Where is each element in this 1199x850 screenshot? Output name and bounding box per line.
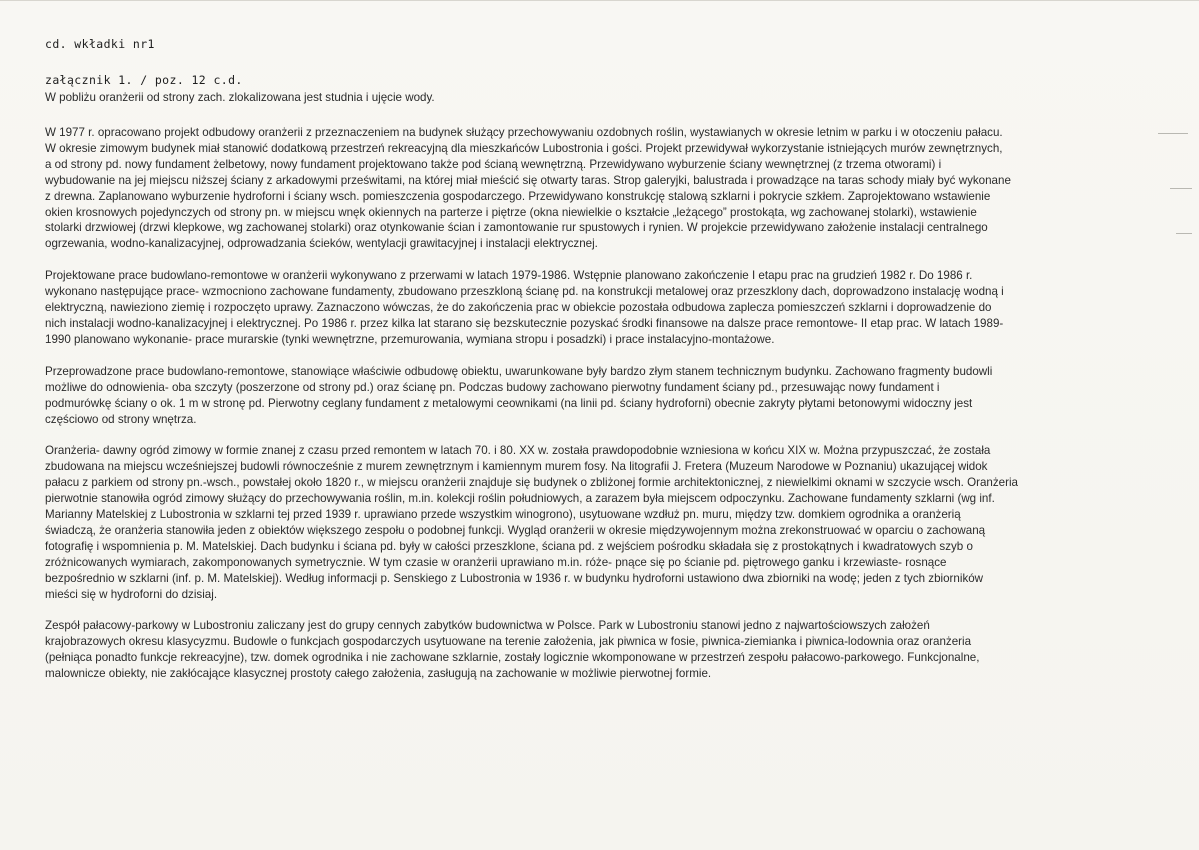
text-line: mieści się w hydroforni do dzisiaj. <box>45 587 218 601</box>
text-line: a od strony pd. nowy fundament żelbetowy, nowy fundament projektowano także pod ścianą wewnętrzną. Przewidywano wyburzenie ściany wewnętrznej (z trzema otworami) i <box>45 157 942 171</box>
text-line: wybudowanie na jej miejscu niższej ściany z arkadowymi prześwitami, na której miał mieścić się otwarty taras. Strop galeryjki, balustrada i prowadzące na taras schody miały być wykonane <box>45 173 1011 187</box>
text-line: stolarki drzwiowej (drzwi klepkowe, wg zachowanej stolarki) oraz otynkowanie ścian i zamontowanie rur spustowych i rynien. W projekcie przewidywano założenie instalacji centralnego <box>45 221 988 235</box>
paragraph-works-1979-1986 <box>45 268 1160 348</box>
text-line: Zespół pałacowy-parkowy w Lubostroniu zaliczany jest do grupy cennych zabytków budownictwa w Polsce. Park w Lubostroniu stanowi jedno z najwartościowszych założeń <box>45 619 930 633</box>
text-line: podmurówkę ściany o ok. 1 m w stronę pd. Pierwotny ceglany fundament z metalowymi ceownikami (na linii pd. ściany hydroforni) obecnie zakryty płytami betonowymi widoczny jest <box>45 396 973 410</box>
text-line: ogrzewania, wodno-kanalizacyjnej, odprowadzania ścieków, wentylacji grawitacyjnej i instalacji elektrycznej. <box>45 237 598 251</box>
text-line: możliwe do odnowienia- oba szczyty (poszerzone od strony pd.) oraz ścianę pn. Podczas budowy zachowano pierwotny fundament ściany pd., przesuwając nowy fundament i <box>45 380 940 394</box>
intro-line: W pobliżu oranżerii od strony zach. zlokalizowana jest studnia i ujęcie wody. <box>45 91 435 104</box>
text-line: 1990 planowano wykonanie- prace murarskie (tynki wewnętrzne, przemurowania, wymiana stropu i posadzki) i prace instalacyjno-montażowe. <box>45 332 775 346</box>
text-line: krajobrazowych okresu klasycyzmu. Budowle o funkcjach gospodarczych usytuowane na terenie założenia, jak piwnica w fosie, piwnica-ziemianka i piwnica-lodownia oraz oranżeria <box>45 635 972 649</box>
annex-heading: załącznik 1. / poz. 12 c.d. <box>45 73 243 87</box>
text-line: wykonano następujące prace- wzmocniono zachowane fundamenty, zbudowano przeszkloną ścianę pd. na konstrukcji metalowej oraz przeszklony dach, doprowadzono instalację wodną i <box>45 285 1004 299</box>
text-line: W okresie zimowym budynek miał stanowić dodatkową przestrzeń rekreacyjną dla mieszkańców Lubostronia i gości. Projekt przewidywał wykorzystanie istniejących murów zewnętrznych, <box>45 141 1003 155</box>
text-line: zróżnicowanych wymiarach, zakomponowanych symetrycznie. W tym czasie w oranżerii uprawiano m.in. róże- pnące się po ścianie pd. piętrowego ganku i krzewiaste- rosnące <box>45 555 947 569</box>
continuation-header: cd. wkładki nr1 <box>45 37 155 51</box>
text-line: Marianny Matelskiej z Lubostronia w szklarni tej przed 1939 r. uprawiano przede wszystkim winogrono), usytuowane wzdłuż pn. muru, między tzw. domkiem ogrodnika a oranżerią <box>45 508 961 522</box>
paragraph-project-1977 <box>45 125 1160 252</box>
scan-mark <box>1176 233 1192 234</box>
text-line: z drewna. Zaplanowano wyburzenie hydroforni i ściany wsch. pomieszczenia gospodarczego. Przewidywano konstrukcję stalową szklarni i pokrycie szkłem. Zaprojektowano wstawienie <box>45 189 991 203</box>
text-line: częściowo od strony wnętrza. <box>45 412 197 426</box>
text-line: bezpośrednio w szklarni (inf. p. M. Matelskiej). Według informacji p. Senskiego z Lubostronia w 1936 r. w budynku hydroforni ustawiono dwa zbiorniki na wodę; jeden z tych zbiorników <box>45 571 984 585</box>
scan-mark <box>1170 188 1192 189</box>
paragraph-history <box>45 443 1160 602</box>
text-line: W 1977 r. opracowano projekt odbudowy oranżerii z przeznaczeniem na budynek służący przechowywaniu ozdobnych roślin, wystawianych w okresie letnim w parku i w otoczeniu pałacu. <box>45 126 1003 139</box>
text-line: pierwotnie stanowiła ogród zimowy służący do przechowywania roślin, m.in. kolekcji roślin południowych, a zarazem była miejscem odpoczynku. Zachowane fundamenty szklarni (wg inf. <box>45 492 995 506</box>
text-line: elektryczną, nawieziono ziemię i rozpoczęto uprawy. Zaznaczono wówczas, że do zakończenia prac w obiekcie pozostała odbudowa zaplecza pomieszczeń szklarni i doprowadzenie do <box>45 301 992 315</box>
text-line: zbudowana na miejscu wcześniejszej budowli równocześnie z murem zewnętrznym i kamiennym murem fosy. Na litografii J. Fretera (Muzeum Narodowe w Poznaniu) ukazującej widok <box>45 460 988 474</box>
text-line: fotografię i wspomnienia p. M. Matelskiej. Dach budynku i ściana pd. były w całości przeszklone, ściana pd. z wejściem pośrodku składała się z prostokątnych i kwadratowych szyb o <box>45 539 973 553</box>
text-line: Przeprowadzone prace budowlano-remontowe, stanowiące właściwie odbudowę obiektu, uwarunkowane były bardzo złym stanem technicznym budynku. Zachowano fragmenty budowli <box>45 364 993 378</box>
text-line: Projektowane prace budowlano-remontowe w oranżerii wykonywano z przerwami w latach 1979-1986. Wstępnie planowano zakończenie I etapu prac na grudzień 1982 r. Do 1986 r. <box>45 269 973 283</box>
text-line: pałacu z parkiem od strony pn.-wsch., powstałej około 1820 r., w miejscu oranżerii znajduje się budynek o zbliżonej formie architektonicznej, z niewielkimi oknami w szczycie wsch. Oranżeria <box>45 476 1019 490</box>
text-line: nich instalacji wodno-kanalizacyjnej i elektrycznej. Po 1986 r. przez kilka lat starano się bezskutecznie pozyskać środki finansowe na dalsze prace remontowe- II etap prac. W latach 1989- <box>45 316 1004 330</box>
scan-mark <box>1158 133 1188 134</box>
document-body <box>45 36 1160 698</box>
text-line: malownicze obiekty, nie zakłócające klasycznej prostoty całego założenia, zasługują na zachowanie w możliwie pierwotnej formie. <box>45 667 712 681</box>
paragraph-significance <box>45 618 1160 682</box>
text-line: (pełniąca ponadto funkcje rekreacyjne), tzw. domek ogrodnika i nie zachowane szklarnie, zostały logicznie wkomponowane w przestrzeń zespołu pałacowo-parkowego. Funkcjonalne, <box>45 651 980 665</box>
paragraph-reconstruction <box>45 364 1160 428</box>
text-line: Oranżeria- dawny ogród zimowy w formie znanej z czasu przed remontem w latach 70. i 80. XX w. została prawdopodobnie wzniesiona w końcu XIX w. Można przypuszczać, że została <box>45 444 991 458</box>
text-line: świadczą, że oranżeria stanowiła jeden z obiektów większego zespołu o podobnej funkcji. Wygląd oranżerii w okresie międzywojennym można zrekonstruować w oparciu o zachowaną <box>45 523 986 537</box>
text-line: okien krosnowych pojedynczych od strony pn. w miejscu wnęk okiennych na parterze i piętrze (okna niewielkie o kształcie „leżącego” prostokąta, wg zachowanej stolarki), wstawienie <box>45 205 977 219</box>
